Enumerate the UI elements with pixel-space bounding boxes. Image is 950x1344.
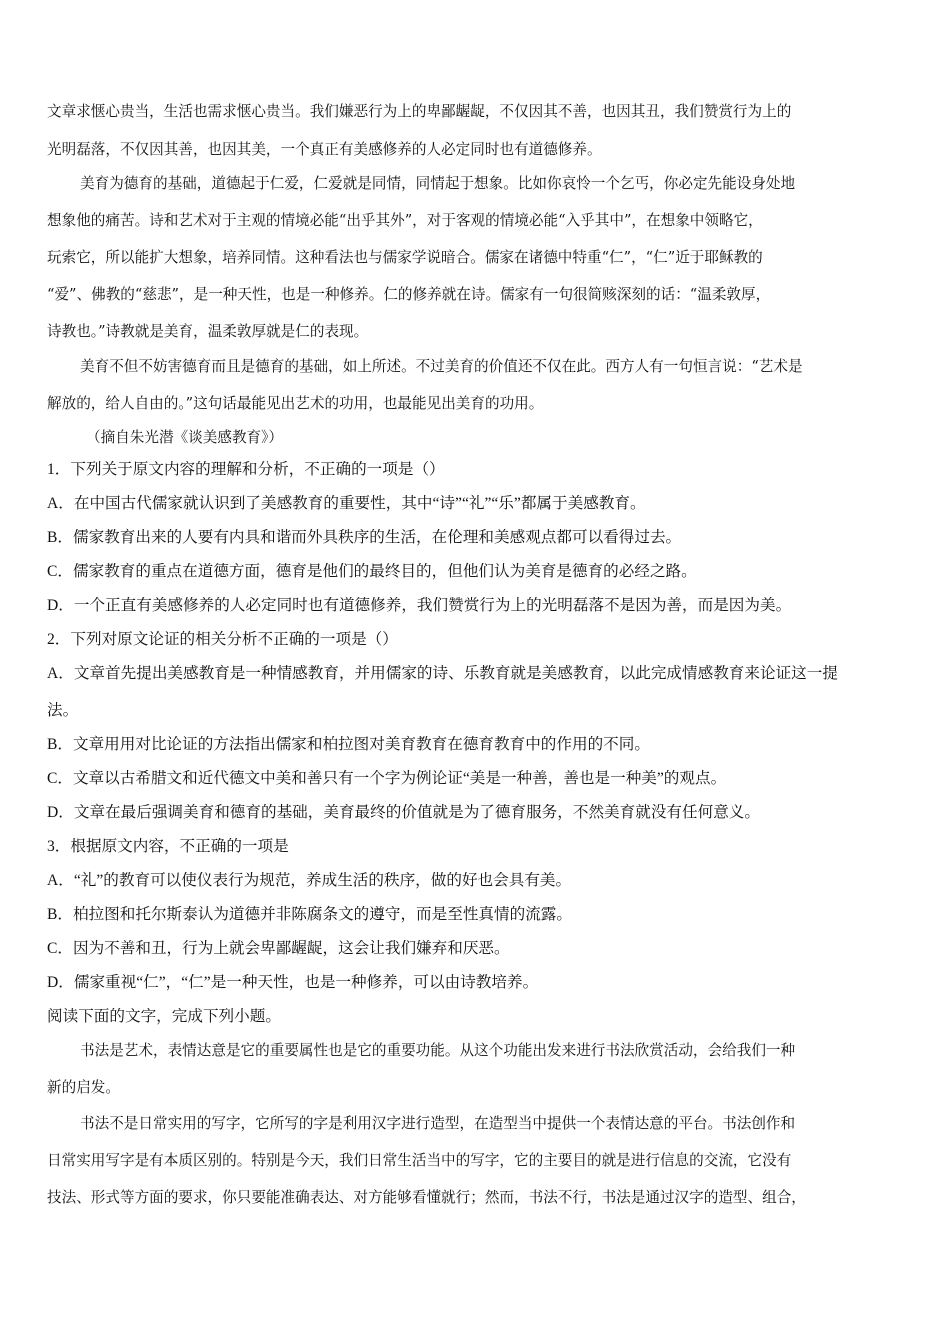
question-2-option-a: A．文章首先提出美感教育是一种情感教育，并用儒家的诗、乐教育就是美感教育，以此完成情感教育来论证这一提 (47, 665, 838, 682)
question-2-option-c: C．文章以古希腊文和近代德文中美和善只有一个字为例论证“美是一种善，善也是一种美”的观点。 (47, 770, 727, 787)
question-1-option-c: C．儒家教育的重点在道德方面，德育是他们的最终目的，但他们认为美育是德育的必经之路。 (47, 563, 697, 580)
passage-line: 日常实用写字是有本质区别的。特别是今天，我们日常生活当中的写字，它的主要目的就是进行信息的交流，它没有 (47, 1152, 792, 1169)
question-2-stem: 2．下列对原文论证的相关分析不正确的一项是（） (47, 631, 398, 648)
passage-line: 美育不但不妨害德育而且是德育的基础，如上所述。不过美育的价值还不仅在此。西方人有一句恒言说：“艺术是 (80, 358, 803, 375)
passage-line: “爱”、佛教的“慈悲”，是一种天性，也是一种修养。仁的修养就在诗。儒家有一句很简赅深刻的话：“温柔敦厚， (47, 286, 771, 303)
passage-line: 书法是艺术，表情达意是它的重要属性也是它的重要功能。从这个功能出发来进行书法欣赏活动，会给我们一种 (80, 1042, 796, 1059)
question-3-option-a: A．“礼”的教育可以使仪表行为规范，养成生活的秩序，做的好也会具有美。 (47, 872, 572, 889)
question-3-stem: 3．根据原文内容，不正确的一项是 (47, 838, 289, 855)
passage-line: 想象他的痛苦。诗和艺术对于主观的情境必能“出乎其外”，对于客观的情境必能“入乎其中”，在想象中领略它， (47, 212, 763, 229)
passage-line: 书法不是日常实用的写字，它所写的字是利用汉字进行造型，在造型当中提供一个表情达意的平台。书法创作和 (80, 1115, 796, 1132)
question-2-option-d: D．文章在最后强调美育和德育的基础，美育最终的价值就是为了德育服务，不然美育就没有任何意义。 (47, 804, 760, 821)
question-1-option-a: A．在中国古代儒家就认识到了美感教育的重要性，其中“诗”“礼”“乐”都属于美感教育。 (47, 495, 646, 512)
question-3-option-b: B．柏拉图和托尔斯泰认为道德并非陈腐条文的遵守，而是至性真情的流露。 (47, 906, 572, 923)
passage-line: 玩索它，所以能扩大想象，培养同情。这种看法也与儒家学说暗合。儒家在诸德中特重“仁”，“仁”近于耶稣教的 (47, 249, 763, 266)
question-1-option-d: D．一个正直有美感修养的人必定同时也有道德修养，我们赞赏行为上的光明磊落不是因为善，而是因为美。 (47, 597, 792, 614)
passage-line: 解放的，给人自由的。”这句话最能见出艺术的功用，也最能见出美育的功用。 (47, 395, 544, 412)
question-3-option-c: C．因为不善和丑，行为上就会卑鄙龌龊，这会让我们嫌弃和厌恶。 (47, 940, 510, 957)
question-2-option-b: B．文章用用对比论证的方法指出儒家和柏拉图对美育教育在德育教育中的作用的不同。 (47, 736, 650, 753)
passage-line: 技法、形式等方面的要求，你只要能准确表达、对方能够看懂就行；然而，书法不行，书法是通过汉字的造型、组合， (47, 1189, 806, 1206)
question-3-option-d: D．儒家重视“仁”，“仁”是一种天性，也是一种修养，可以由诗教培养。 (47, 974, 539, 991)
passage-source: （摘自朱光潜《谈美感教育》） (86, 429, 284, 446)
passage-line: 新的启发。 (47, 1079, 120, 1096)
passage-line: 文章求惬心贵当，生活也需求惬心贵当。我们嫌恶行为上的卑鄙龌龊，不仅因其不善，也因其丑，我们赞赏行为上的 (47, 103, 792, 120)
passage-line: 美育为德育的基础，道德起于仁爱，仁爱就是同情，同情起于想象。比如你哀怜一个乞丐，你必定先能设身处地 (80, 175, 796, 192)
question-1-stem: 1．下列关于原文内容的理解和分析，不正确的一项是（） (47, 461, 445, 478)
question-1-option-b: B．儒家教育出来的人要有内具和谐而外具秩序的生活，在伦理和美感观点都可以看得过去。 (47, 529, 682, 546)
question-2-option-a-cont: 法。 (47, 702, 79, 719)
reading-instruction: 阅读下面的文字，完成下列小题。 (47, 1008, 281, 1025)
passage-line: 光明磊落，不仅因其善，也因其美，一个真正有美感修养的人必定同时也有道德修养。 (47, 141, 602, 158)
passage-line: 诗教也。”诗教就是美育，温柔敦厚就是仁的表现。 (47, 323, 369, 340)
